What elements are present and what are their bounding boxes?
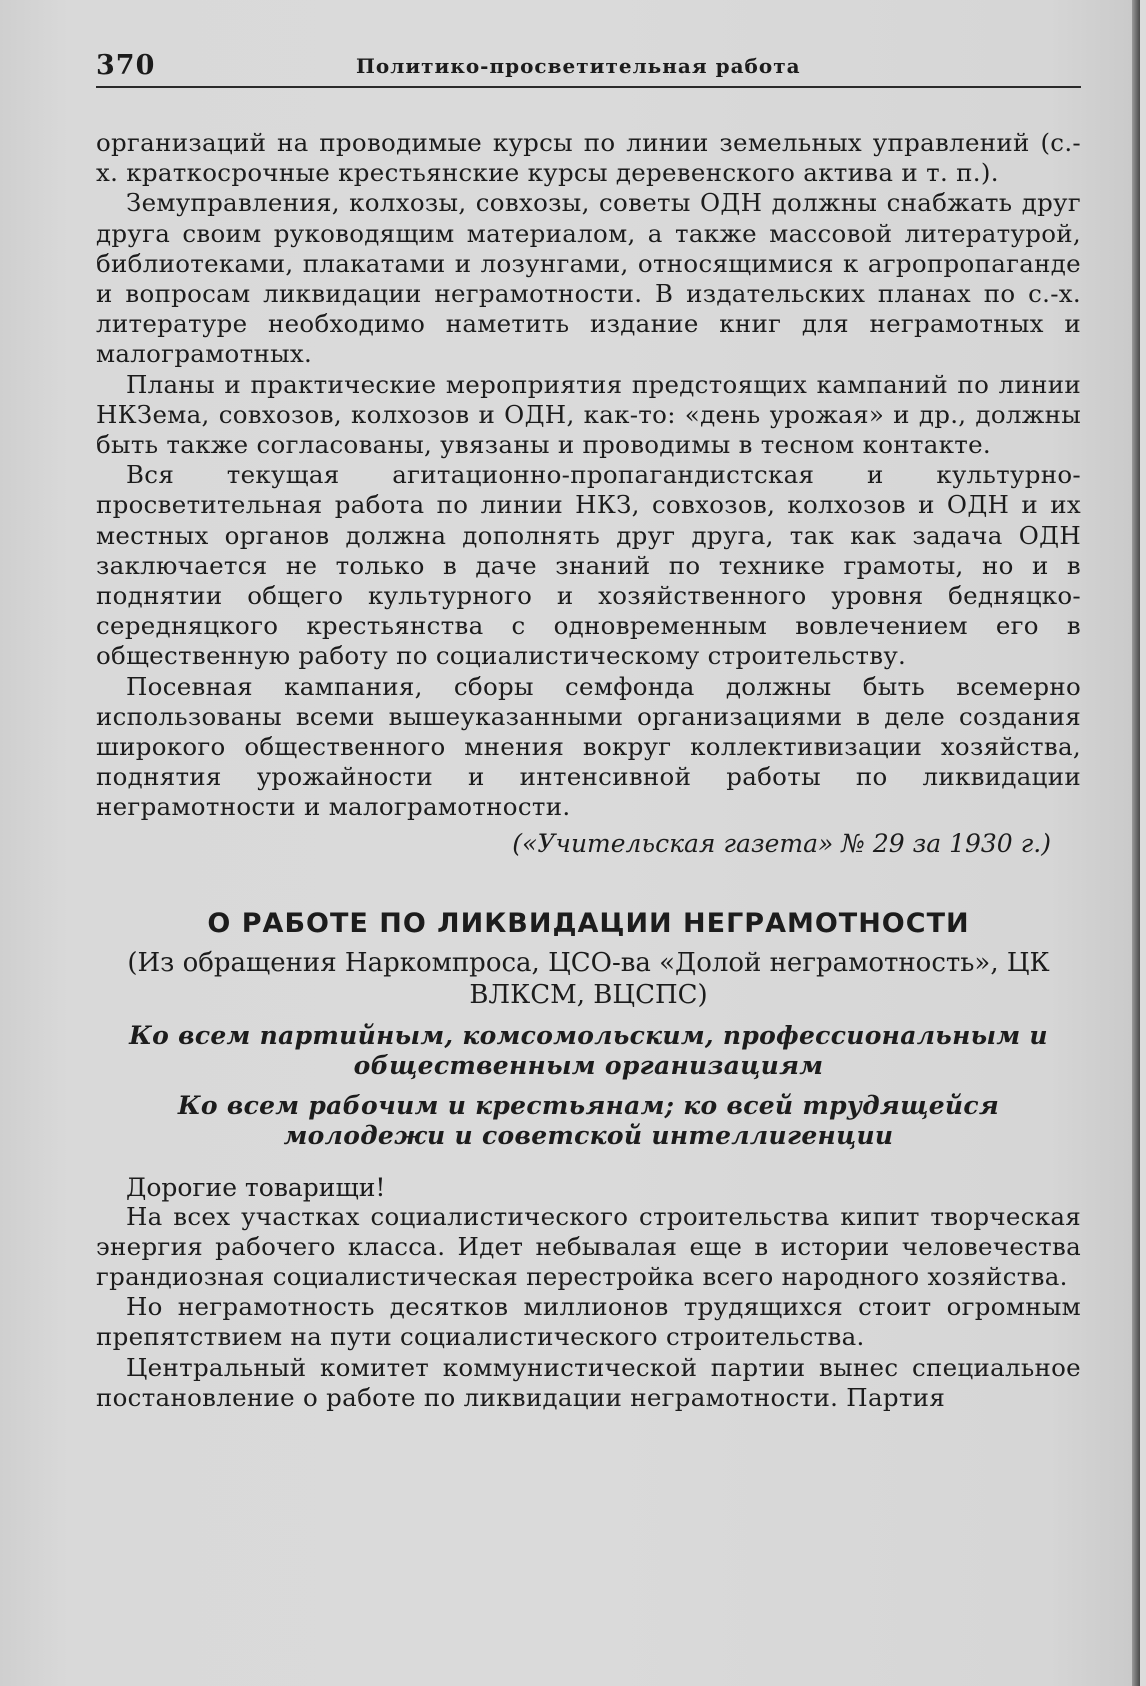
salutation: Дорогие товарищи! <box>126 1172 386 1202</box>
running-header <box>96 46 1081 88</box>
article-subheading: (Из обращения Наркомпроса, ЦСО-ва «Долой неграмотность», ЦК ВЛКСМ, ВЦСПС) <box>127 947 1050 1010</box>
body-paragraph-5: Посевная кампания, сборы семфонда должны быть всемерно использованы всеми вышеуказанными организациями в деле создания широкого общественного мнения вокруг коллективизации хозяйства, поднятия урожайности и интенсивной работы по ликвидации неграмотности и малограмотности. <box>96 671 1081 822</box>
address-line-1: Ко всем партийным, комсомольским, профессиональным и общественным организациям <box>129 1020 1048 1080</box>
body-paragraph-4: Вся текущая агитационно-пропагандистская и культурно-просветительная работа по линии НКЗ, совхозов, колхозов и ОДН и их местных органов должна дополнять друг друга, так как задача ОДН заключается не только в даче знаний по технике грамоты, но и в поднятии общего культурного и хозяйственного уровня бедняцко-середняцкого крестьянства с одновременным вовлечением его в общественную работу по социалистическому строительству. <box>96 460 1081 671</box>
page-number: 370 <box>96 50 156 81</box>
article-paragraph-1: На всех участках социалистического строительства кипит творческая энергия рабочего класса. Идет небывалая еще в истории человечества грандиозная социалистическая перестройка всего народного хозяйства. <box>96 1201 1081 1292</box>
address-line-2: Ко всем рабочим и крестьянам; ко всей трудящейся молодежи и советской интеллигенции <box>177 1090 1000 1150</box>
page-edge-shadow <box>1132 0 1140 1686</box>
article-heading: О РАБОТЕ ПО ЛИКВИДАЦИИ НЕГРАМОТНОСТИ <box>207 907 970 939</box>
running-section-title: Политико-просветительная работа <box>356 54 801 78</box>
page-content <box>96 46 1081 1413</box>
article-paragraph-3: Центральный комитет коммунистической партии вынес специальное постановление о работе по ликвидации неграмотности. Партия <box>96 1352 1081 1412</box>
source-citation: («Учительская газета» № 29 за 1930 г.) <box>512 828 1051 858</box>
article-paragraph-2: Но неграмотность десятков миллионов трудящихся стоит огромным препятствием на пути социалистического строительства. <box>96 1292 1081 1352</box>
body-paragraph-2: Земуправления, колхозы, совхозы, советы ОДН должны снабжать друг друга своим руководящим материалом, а также массовой литературой, библиотеками, плакатами и лозунгами, относящимися к агропропаганде и вопросам ликвидации неграмотности. В издательских планах по с.-х. литературе необходимо наметить издание книг для неграмотных и малограмотных. <box>96 188 1081 369</box>
body-paragraph-3: Планы и практические мероприятия предстоящих кампаний по линии НКЗема, совхозов, колхозов и ОДН, как-то: «день урожая» и др., должны быть также согласованы, увязаны и проводимы в тесном контакте. <box>96 369 1081 460</box>
body-paragraph-1: организаций на проводимые курсы по линии земельных управлений (с.-х. краткосрочные крестьянские курсы деревенского актива и т. п.). <box>96 128 1081 188</box>
